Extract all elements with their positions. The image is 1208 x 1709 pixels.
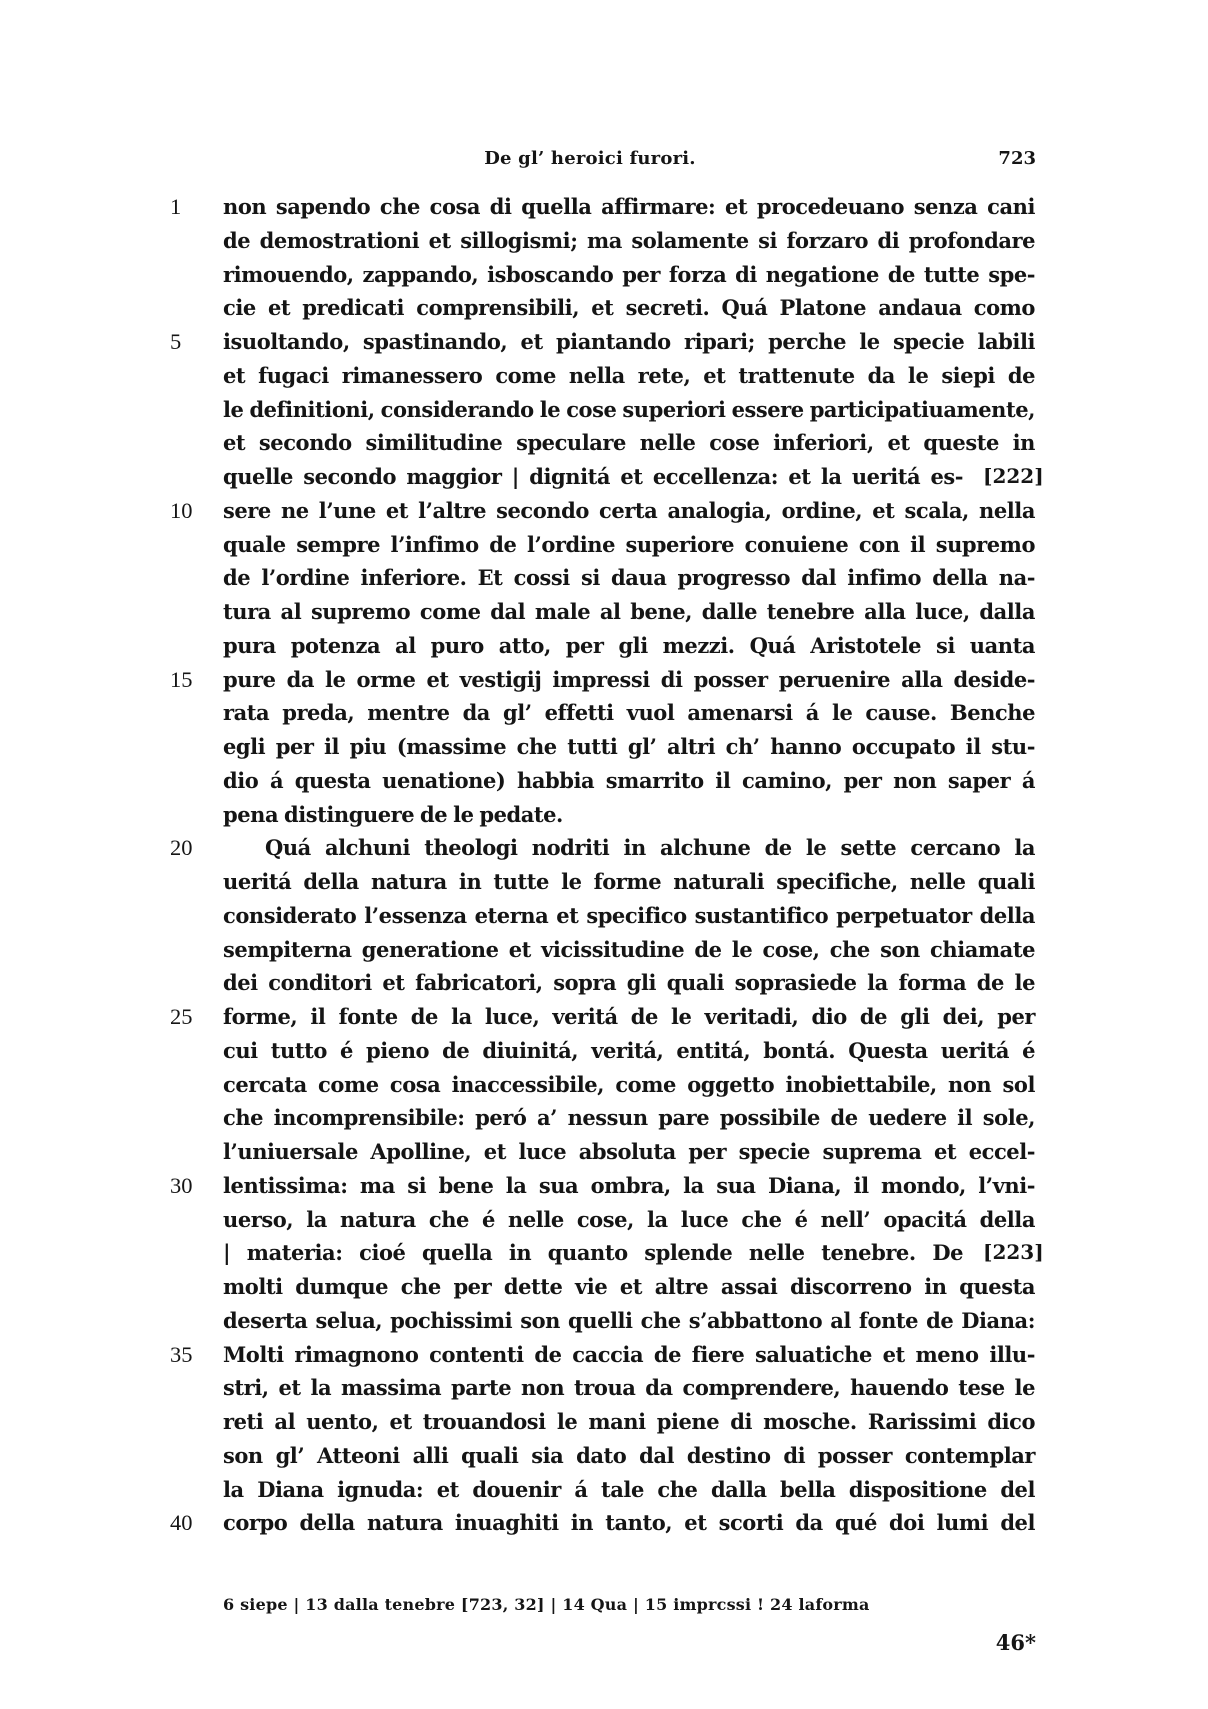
line-number: 25	[170, 1004, 193, 1029]
text-line	[0, 629, 1208, 663]
line-text: rata preda, mentre da gl’ effetti vuol amenarsi á le cause. Benche	[223, 700, 1035, 726]
line-text: cui tutto é pieno de diuinitá, veritá, entitá, bontá. Questa ueritá é	[223, 1037, 1035, 1063]
line-text: pena distinguere de le pedate.	[223, 801, 563, 827]
line-text: rimouendo, zappando, isboscando per forza di negatione de tutte spe-	[223, 261, 1035, 287]
line-text: isuoltando, spastinando, et piantando ripari; perche le specie labili	[223, 329, 1035, 354]
text-line	[0, 1405, 1208, 1439]
text-line	[0, 831, 1208, 865]
text-line	[0, 1203, 1208, 1237]
line-text: le definitioni, considerando le cose superiori essere participatiuamente,	[223, 396, 1035, 422]
line-text: de demostrationi et sillogismi; ma solamente si forzaro di profondare	[223, 227, 1035, 253]
line-number: 5	[170, 329, 182, 354]
text-line	[0, 494, 1208, 528]
line-text: egli per il piu (massime che tutti gl’ altri ch’ hanno occupato il stu-	[223, 734, 1035, 759]
line-text: quelle secondo maggior | dignitá et eccellenza: et la ueritá es-	[223, 464, 963, 489]
text-line	[0, 933, 1208, 967]
marginal-page-reference: [223]	[983, 1240, 1044, 1265]
text-line	[0, 1371, 1208, 1405]
line-text: stri, et la massima parte non troua da comprendere, hauendo tese le	[223, 1375, 1035, 1401]
line-text: lentissima: ma si bene la sua ombra, la sua Diana, il mondo, l’vni-	[223, 1172, 1035, 1198]
text-line	[0, 561, 1208, 595]
text-line	[0, 393, 1208, 427]
line-text: dei conditori et fabricatori, sopra gli quali soprasiede la forma de le	[223, 970, 1035, 996]
text-line	[0, 224, 1208, 258]
line-text: cie et predicati comprensibili, et secreti. Quá Platone andaua como	[223, 295, 1035, 321]
text-line	[0, 1135, 1208, 1169]
line-text: ueritá della natura in tutte le forme naturali specifiche, nelle quali	[223, 869, 1035, 894]
text-line	[0, 1034, 1208, 1068]
line-text: la Diana ignuda: et douenir á tale che dalla bella dispositione del	[223, 1476, 1035, 1502]
printer-signature-mark: 46*	[995, 1630, 1036, 1655]
text-line	[0, 966, 1208, 1000]
line-number: 1	[170, 194, 182, 219]
text-line	[0, 595, 1208, 629]
text-line	[0, 1473, 1208, 1507]
line-text: | materia: cioé quella in quanto splende nelle tenebre. De	[223, 1240, 963, 1266]
text-line	[0, 1101, 1208, 1135]
text-line	[0, 1000, 1208, 1034]
running-header-title: De gl’ heroici furori.	[484, 148, 696, 169]
text-line	[0, 730, 1208, 764]
text-line	[0, 865, 1208, 899]
line-text: forme, il fonte de la luce, veritá de le veritadi, dio de gli dei, per	[223, 1004, 1035, 1029]
line-text: considerato l’essenza eterna et specifico sustantifico perpetuator della	[223, 902, 1035, 928]
text-line	[0, 663, 1208, 697]
line-text: pura potenza al puro atto, per gli mezzi. Quá Aristotele si uanta	[223, 632, 1035, 658]
line-number: 40	[170, 1510, 193, 1536]
text-line	[0, 190, 1208, 224]
line-text: reti al uento, et trouandosi le mani piene di mosche. Rarissimi dico	[223, 1409, 1035, 1434]
line-number: 30	[170, 1172, 193, 1198]
text-line	[0, 359, 1208, 393]
line-text: Molti rimagnono contenti de caccia de fiere saluatiche et meno illu-	[223, 1341, 1035, 1367]
line-text: corpo della natura inuaghiti in tanto, et scorti da qué doi lumi del	[223, 1510, 1035, 1536]
critical-apparatus-footnote: 6 siepe | 13 dalla tenebre [723, 32] | 14 Qua | 15 imprcssi ! 24 laforma	[223, 1595, 870, 1614]
text-line	[0, 1270, 1208, 1304]
text-line	[0, 696, 1208, 730]
line-text: sere ne l’une et l’altre secondo certa analogia, ordine, et scala, nella	[223, 497, 1035, 523]
text-line	[0, 1506, 1208, 1540]
line-text: dio á questa uenatione) habbia smarrito il camino, per non saper á	[223, 767, 1035, 793]
text-line	[0, 528, 1208, 562]
line-text: quale sempre l’infimo de l’ordine superiore conuiene con il supremo	[223, 531, 1035, 557]
text-line	[0, 1169, 1208, 1203]
text-line	[0, 291, 1208, 325]
line-text: et fugaci rimanessero come nella rete, et trattenute da le siepi de	[223, 362, 1035, 388]
marginal-page-reference: [222]	[983, 464, 1044, 488]
line-text: cercata come cosa inaccessibile, come oggetto inobiettabile, non sol	[223, 1071, 1035, 1097]
line-text: che incomprensibile: peró a’ nessun pare possibile de uedere il sole,	[223, 1105, 1035, 1131]
page-number: 723	[998, 148, 1036, 169]
text-line	[0, 1236, 1208, 1270]
line-text: deserta selua, pochissimi son quelli che s’abbattono al fonte de Diana:	[223, 1307, 1035, 1333]
text-line	[0, 258, 1208, 292]
line-text: non sapendo che cosa di quella affirmare: et procedeuano senza cani	[223, 194, 1035, 219]
text-line	[0, 325, 1208, 359]
line-number: 10	[170, 497, 193, 523]
line-text: son gl’ Atteoni alli quali sia dato dal destino di posser contemplar	[223, 1442, 1035, 1468]
text-line	[0, 1068, 1208, 1102]
line-number: 15	[170, 666, 193, 692]
text-line	[0, 899, 1208, 933]
text-line	[0, 764, 1208, 798]
text-line	[0, 1304, 1208, 1338]
line-text: sempiterna generatione et vicissitudine de le cose, che son chiamate	[223, 936, 1035, 962]
line-text: uerso, la natura che é nelle cose, la luce che é nell’ opacitá della	[223, 1206, 1035, 1232]
text-line	[0, 1338, 1208, 1372]
line-text: pure da le orme et vestigij impressi di posser peruenire alla deside-	[223, 666, 1035, 692]
line-text: et secondo similitudine speculare nelle cose inferiori, et queste in	[223, 430, 1035, 456]
text-line	[0, 798, 1208, 832]
line-text: de l’ordine inferiore. Et cossi si daua progresso dal infimo della na-	[223, 565, 1035, 591]
line-number: 35	[170, 1341, 193, 1367]
text-line	[0, 426, 1208, 460]
main-text-block	[0, 190, 1208, 1540]
line-text: molti dumque che per dette vie et altre assai discorreno in questa	[223, 1274, 1035, 1299]
line-number: 20	[170, 835, 193, 861]
text-line	[0, 1439, 1208, 1473]
text-line	[0, 460, 1208, 494]
line-text: l’uniuersale Apolline, et luce absoluta per specie suprema et eccel-	[223, 1139, 1035, 1164]
line-text: Quá alchuni theologi nodriti in alchune de le sette cercano la	[265, 835, 1035, 861]
line-text: tura al supremo come dal male al bene, dalle tenebre alla luce, dalla	[223, 599, 1035, 624]
